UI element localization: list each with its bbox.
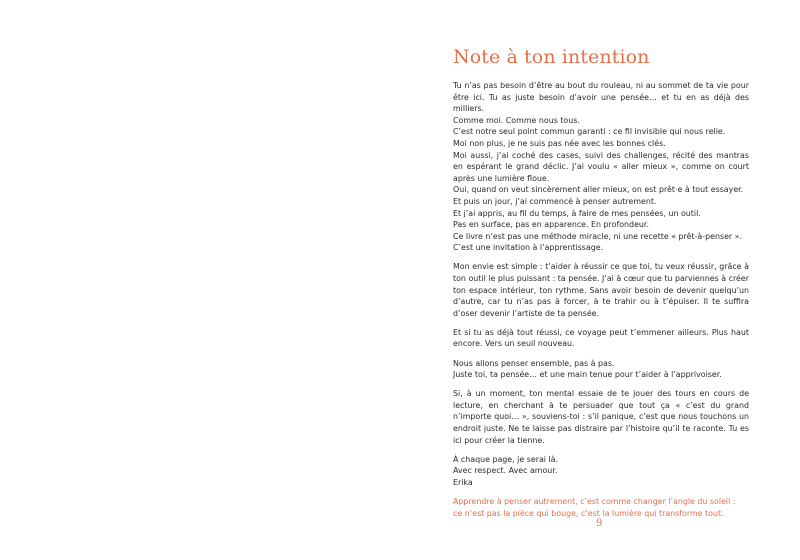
paragraph-6-signature: [453, 454, 749, 489]
paragraph-5: [453, 388, 749, 446]
paragraph-1: [453, 80, 749, 254]
quote-line: Apprendre à penser autrement, c’est comme changer l’angle du soleil :: [453, 497, 736, 506]
paragraph-4: [453, 358, 749, 381]
page-number: 9: [596, 518, 603, 529]
text-line: Ce livre n’est pas une méthode miracle, ni une recette « prêt-à-penser ».: [453, 231, 743, 241]
paragraph-3: [453, 327, 749, 350]
text-line: Et puis un jour, j’ai commencé à penser autrement.: [453, 196, 657, 206]
text-line: À chaque page, je serai là.: [453, 454, 559, 464]
page-title: Note à ton intention: [453, 46, 650, 68]
text-line: Et si tu as déjà tout réussi, ce voyage peut t’emmener ailleurs. Plus haut encore. Vers un seuil nouveau.: [453, 327, 749, 349]
text-line: Nous allons penser ensemble, pas à pas.: [453, 358, 615, 368]
text-line: Oui, quand on veut sincèrement aller mieux, on est prêt·e à tout essayer.: [453, 185, 744, 195]
text-line: Juste toi, ta pensée… et une main tenue pour t’aider à l’apprivoiser.: [453, 370, 722, 380]
text-line: Mon envie est simple : t’aider à réussir ce que toi, tu veux réussir, grâce à ton outil le plus puissant : ta pensée. J’ai à cœur que tu parviennes à créer ton espace intérieur, ton rythme. Sans avoir besoin de devenir quelqu’un d’autre, car tu n’as pas à forcer, à te trahir ou à t’épuiser. Il te suffira d’oser devenir l’artiste de ta pensée.: [453, 262, 749, 318]
text-line: Comme moi. Comme nous tous.: [453, 115, 580, 125]
right-page: [400, 0, 800, 560]
author-signature: Erika: [453, 477, 473, 487]
text-line: Pas en surface, pas en apparence. En profondeur.: [453, 220, 649, 230]
page-body: [453, 80, 749, 527]
text-line: Et j’ai appris, au fil du temps, à faire de mes pensées, un outil.: [453, 208, 701, 218]
text-line: Moi aussi, j’ai coché des cases, suivi des challenges, récité des mantras en espérant le grand déclic. J’ai voulu « aller mieux », comme on court après une lumière floue.: [453, 150, 749, 183]
text-line: C’est notre seul point commun garanti : ce fil invisible qui nous relie.: [453, 127, 726, 137]
quote-line: ce n’est pas la pièce qui bouge, c’est la lumière qui transforme tout.: [453, 508, 724, 518]
text-line: C’est une invitation à l’apprentissage.: [453, 243, 604, 253]
text-line: Tu n’as pas besoin d’être au bout du rouleau, ni au sommet de ta vie pour être ici. Tu as juste besoin d’avoir une pensée… et tu en as déjà des milliers.: [453, 81, 749, 114]
text-line: Avec respect. Avec amour.: [453, 466, 558, 476]
text-line: Si, à un moment, ton mental essaie de te jouer des tours en cours de lecture, en cherchant à te persuader que tout ça « c’est du grand n’importe quoi… », souviens-toi : s’il panique, c’est que nous touchons un endroit juste. Ne te laisse pas distraire par l’histoire qu’il te raconte. Tu es ici pour créer la tienne.: [453, 389, 749, 445]
text-line: Moi non plus, je ne suis pas née avec les bonnes clés.: [453, 138, 666, 148]
paragraph-2: [453, 261, 749, 319]
closing-quote: [453, 496, 749, 519]
